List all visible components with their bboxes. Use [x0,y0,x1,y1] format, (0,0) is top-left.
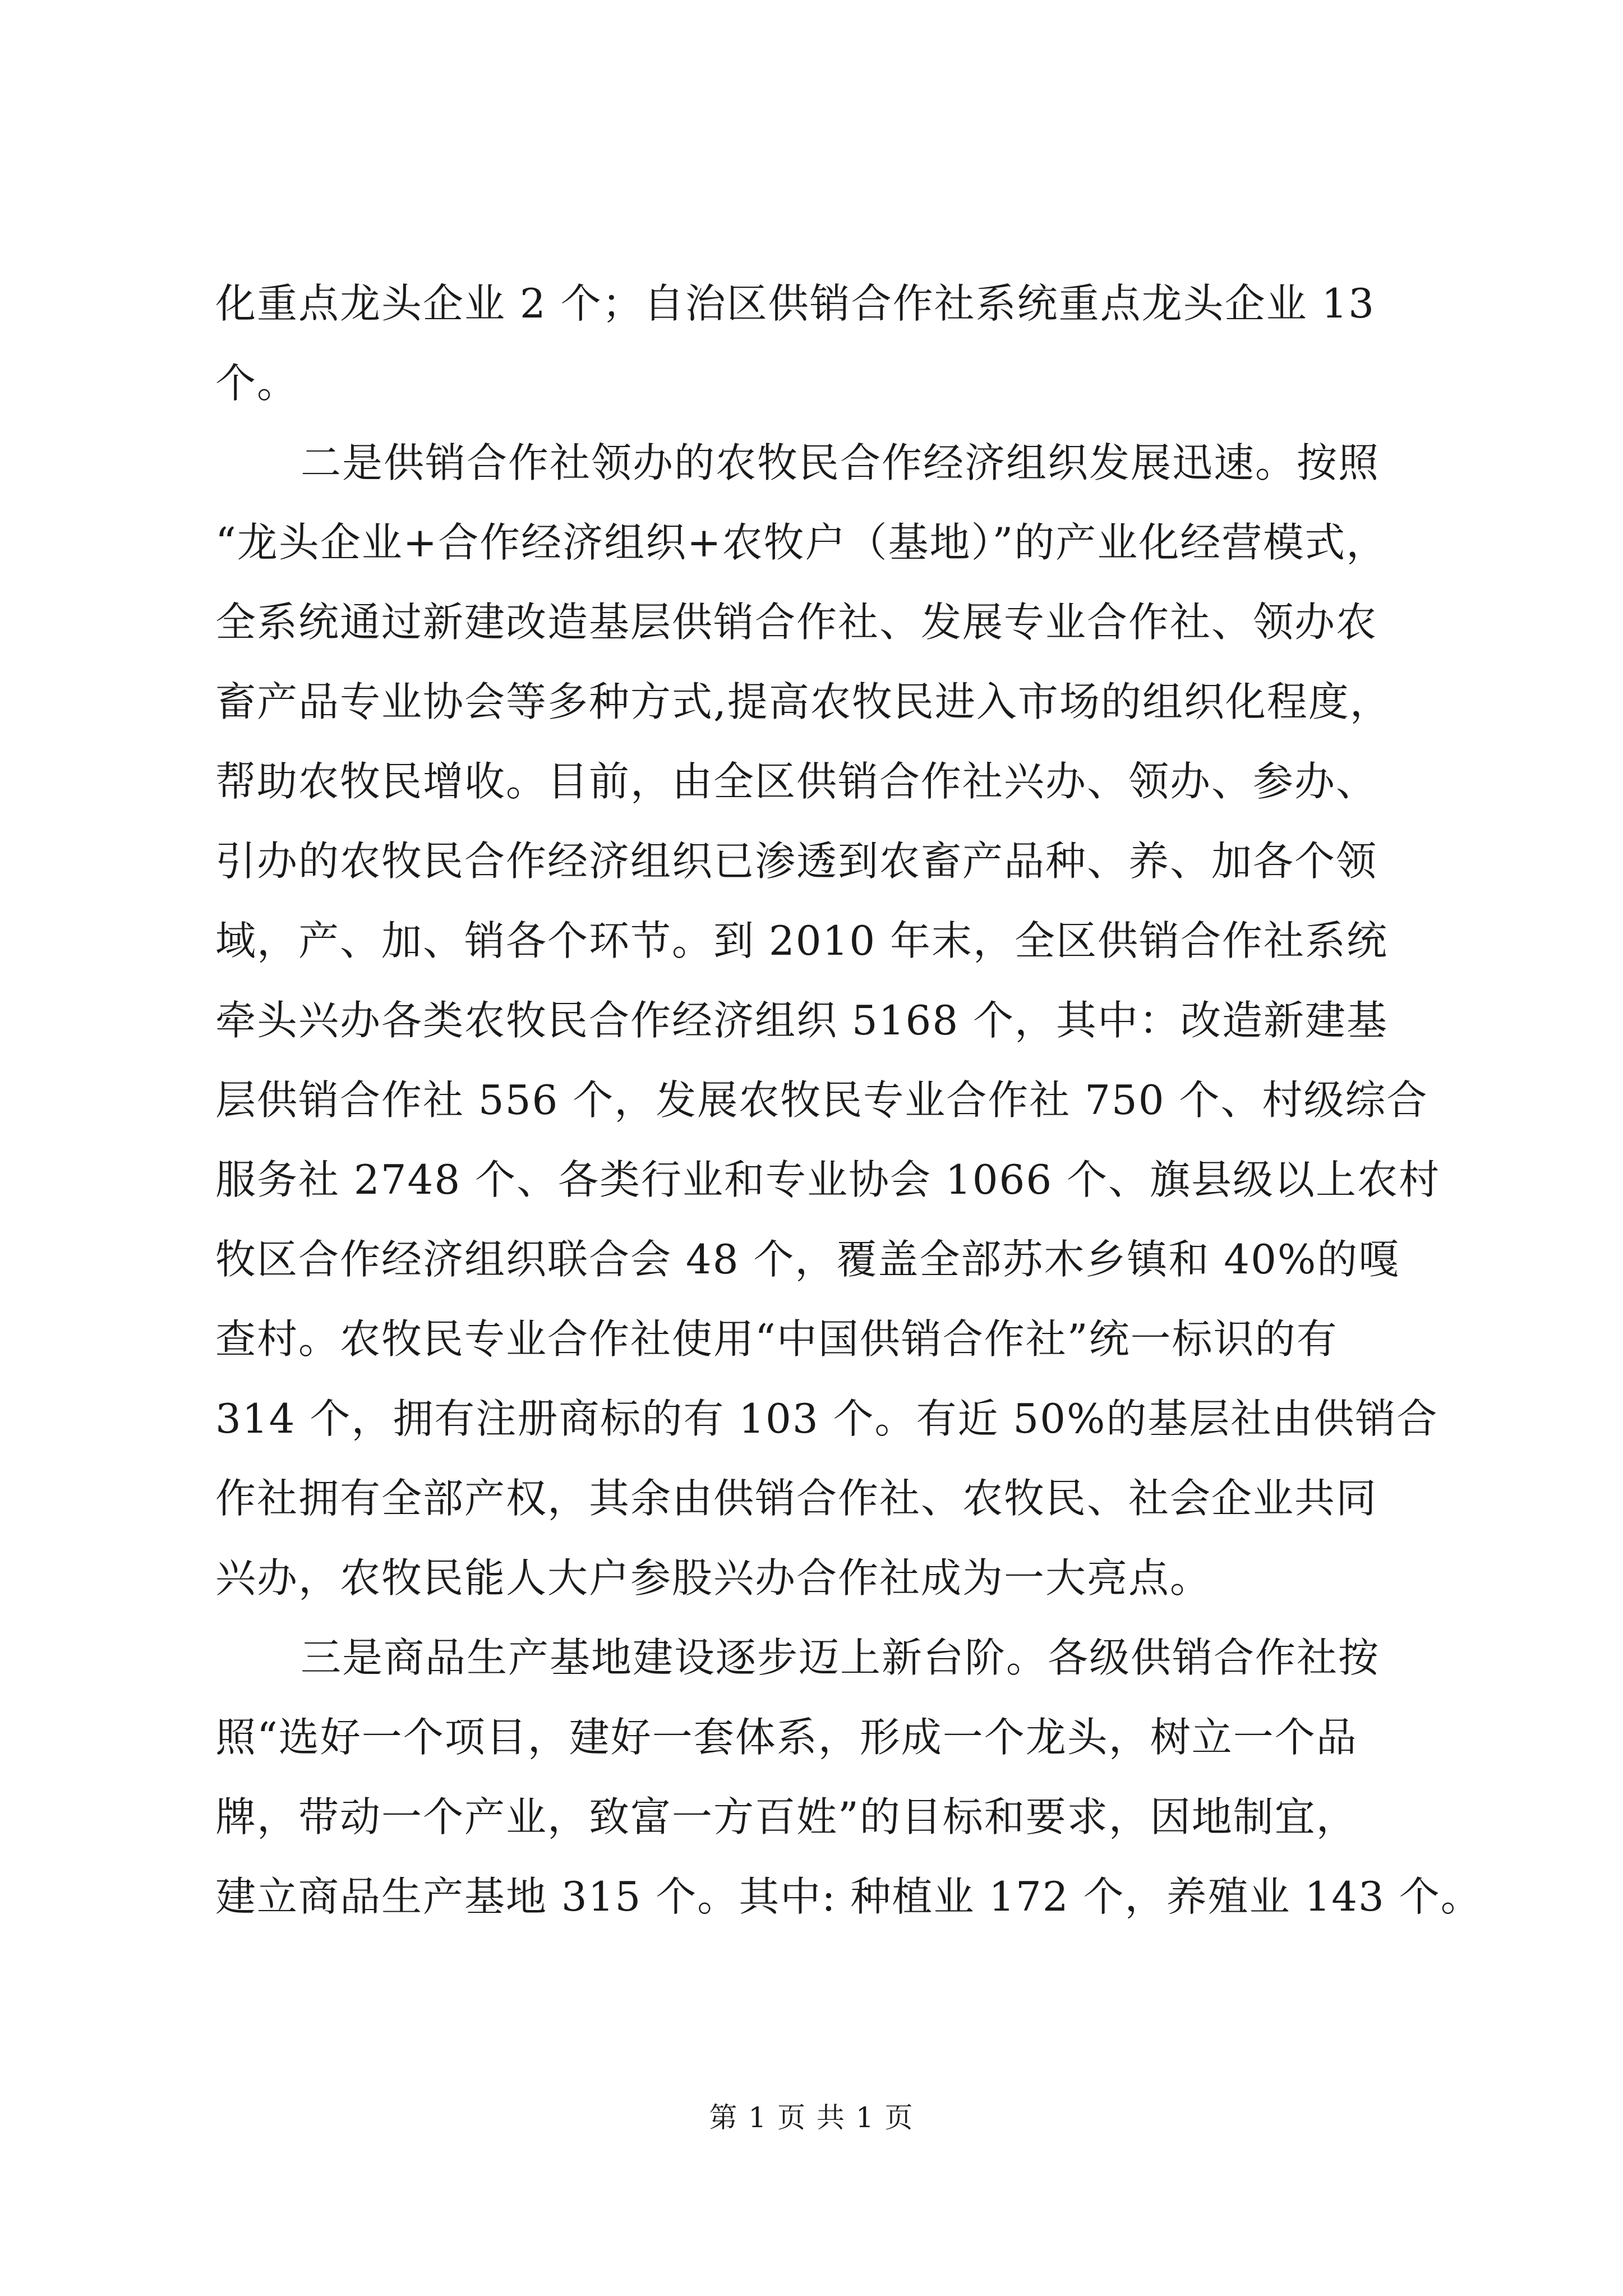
text-line: 查村。农牧民专业合作社使用“中国供销合作社”统一标识的有 [215,1315,1338,1363]
document-body [215,264,1482,1936]
text-line: 牌，带动一个产业，致富一方百姓”的目标和要求，因地制宜， [215,1793,1358,1841]
text-line: 个。 [215,360,299,407]
text-line: 全系统通过新建改造基层供销合作社、发展专业合作社、领办农 [215,599,1378,646]
text-line: 作社拥有全部产权，其余由供销合作社、农牧民、社会企业共同 [215,1475,1378,1522]
paragraph-first-line: 三是商品生产基地建设逐步迈上新台阶。各级供销合作社按 [301,1634,1380,1681]
text-line: 服务社 2748 个、各类行业和专业协会 1066 个、旗县级以上农村 [215,1156,1441,1203]
text-line: 牵头兴办各类农牧民合作经济组织 5168 个，其中：改造新建基 [215,997,1389,1044]
text-line: 建立商品生产基地 315 个。其中: 种植业 172 个，养殖业 143 个。 [215,1873,1482,1920]
text-line: 引办的农牧民合作经济组织已渗透到农畜产品种、养、加各个领 [215,838,1378,885]
text-line: 化重点龙头企业 2 个；自治区供销合作社系统重点龙头企业 13 [215,280,1376,327]
text-line: “龙头企业+合作经济组织+农牧户（基地）”的产业化经营模式， [215,519,1388,566]
text-line: 照“选好一个项目，建好一套体系，形成一个龙头，树立一个品 [215,1714,1358,1761]
text-line: 兴办，农牧民能人大户参股兴办合作社成为一大亮点。 [215,1554,1212,1602]
page-number-footer: 第 1 页 共 1 页 [709,2101,914,2134]
text-line: 牧区合作经济组织联合会 48 个，覆盖全部苏木乡镇和 40%的嘎 [215,1236,1400,1283]
text-line: 314 个，拥有注册商标的有 103 个。有近 50%的基层社由供销合 [215,1395,1438,1442]
text-line: 畜产品专业协会等多种方式,提高农牧民进入市场的组织化程度， [215,678,1391,725]
text-line: 层供销合作社 556 个，发展农牧民专业合作社 750 个、村级综合 [215,1076,1428,1124]
text-line: 帮助农牧民增收。目前，由全区供销合作社兴办、领办、参办、 [215,758,1378,805]
text-line: 域，产、加、销各个环节。到 2010 年末，全区供销合作社系统 [215,917,1389,964]
paragraph-first-line: 二是供销合作社领办的农牧民合作经济组织发展迅速。按照 [301,439,1380,486]
